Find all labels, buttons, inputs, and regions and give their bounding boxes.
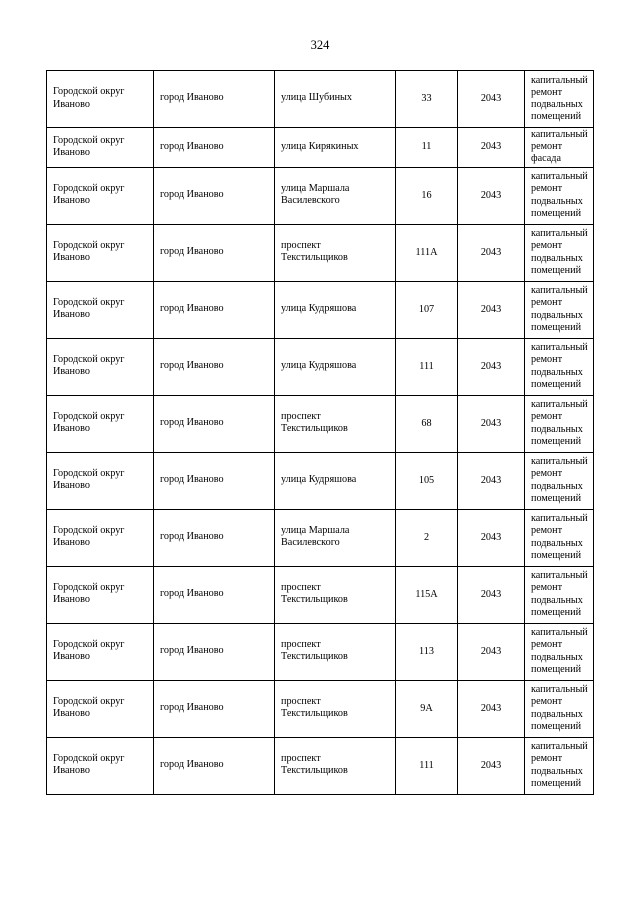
year-cell: 2043 [458,71,525,128]
year-cell: 2043 [458,452,525,509]
district-cell: Городской округ Иваново [47,71,154,128]
house-number-cell: 111 [396,737,458,794]
street-cell: проспект Текстильщиков [275,224,396,281]
table-body [47,71,594,795]
street-cell: проспект Текстильщиков [275,395,396,452]
street-cell: улица Шубиных [275,71,396,128]
district-cell: Городской округ Иваново [47,167,154,224]
work-type-cell: капитальный ремонт подвальных помещений [525,338,594,395]
street-cell: улица Маршала Василевского [275,509,396,566]
table-row [47,395,594,452]
work-type-cell: капитальный ремонт подвальных помещений [525,281,594,338]
district-cell: Городской округ Иваново [47,566,154,623]
street-cell: проспект Текстильщиков [275,680,396,737]
work-type-cell: капитальный ремонт подвальных помещений [525,680,594,737]
district-cell: Городской округ Иваново [47,452,154,509]
city-cell: город Иваново [154,395,275,452]
city-cell: город Иваново [154,338,275,395]
table-row [47,338,594,395]
street-cell: улица Маршала Василевского [275,167,396,224]
table-row [47,509,594,566]
work-type-cell: капитальный ремонт подвальных помещений [525,224,594,281]
city-cell: город Иваново [154,224,275,281]
table-row [47,737,594,794]
district-cell: Городской округ Иваново [47,623,154,680]
city-cell: город Иваново [154,737,275,794]
street-cell: улица Кудряшова [275,281,396,338]
table-row [47,452,594,509]
district-cell: Городской округ Иваново [47,281,154,338]
year-cell: 2043 [458,281,525,338]
page-number: 324 [310,38,330,52]
year-cell: 2043 [458,395,525,452]
house-number-cell: 9А [396,680,458,737]
table-row [47,224,594,281]
district-cell: Городской округ Иваново [47,395,154,452]
house-number-cell: 111А [396,224,458,281]
table-row [47,71,594,128]
year-cell: 2043 [458,623,525,680]
work-type-cell: капитальный ремонт фасада [525,128,594,168]
year-cell: 2043 [458,680,525,737]
city-cell: город Иваново [154,680,275,737]
table-row [47,680,594,737]
table-row [47,167,594,224]
work-type-cell: капитальный ремонт подвальных помещений [525,509,594,566]
table-row [47,623,594,680]
repair-schedule-table [46,70,594,795]
house-number-cell: 107 [396,281,458,338]
house-number-cell: 115А [396,566,458,623]
city-cell: город Иваново [154,566,275,623]
work-type-cell: капитальный ремонт подвальных помещений [525,737,594,794]
street-cell: проспект Текстильщиков [275,737,396,794]
house-number-cell: 111 [396,338,458,395]
city-cell: город Иваново [154,509,275,566]
street-cell: улица Кирякиных [275,128,396,168]
city-cell: город Иваново [154,623,275,680]
city-cell: город Иваново [154,281,275,338]
table-row [47,281,594,338]
house-number-cell: 11 [396,128,458,168]
city-cell: город Иваново [154,452,275,509]
table-row [47,128,594,168]
work-type-cell: капитальный ремонт подвальных помещений [525,395,594,452]
city-cell: город Иваново [154,167,275,224]
city-cell: город Иваново [154,128,275,168]
table-row [47,566,594,623]
house-number-cell: 68 [396,395,458,452]
house-number-cell: 33 [396,71,458,128]
street-cell: проспект Текстильщиков [275,566,396,623]
street-cell: улица Кудряшова [275,452,396,509]
house-number-cell: 16 [396,167,458,224]
house-number-cell: 113 [396,623,458,680]
work-type-cell: капитальный ремонт подвальных помещений [525,167,594,224]
city-cell: город Иваново [154,71,275,128]
year-cell: 2043 [458,338,525,395]
street-cell: улица Кудряшова [275,338,396,395]
work-type-cell: капитальный ремонт подвальных помещений [525,71,594,128]
district-cell: Городской округ Иваново [47,338,154,395]
year-cell: 2043 [458,509,525,566]
work-type-cell: капитальный ремонт подвальных помещений [525,452,594,509]
year-cell: 2043 [458,566,525,623]
work-type-cell: капитальный ремонт подвальных помещений [525,623,594,680]
work-type-cell: капитальный ремонт подвальных помещений [525,566,594,623]
district-cell: Городской округ Иваново [47,680,154,737]
district-cell: Городской округ Иваново [47,128,154,168]
year-cell: 2043 [458,737,525,794]
district-cell: Городской округ Иваново [47,224,154,281]
district-cell: Городской округ Иваново [47,509,154,566]
year-cell: 2043 [458,128,525,168]
house-number-cell: 105 [396,452,458,509]
house-number-cell: 2 [396,509,458,566]
district-cell: Городской округ Иваново [47,737,154,794]
year-cell: 2043 [458,224,525,281]
year-cell: 2043 [458,167,525,224]
street-cell: проспект Текстильщиков [275,623,396,680]
